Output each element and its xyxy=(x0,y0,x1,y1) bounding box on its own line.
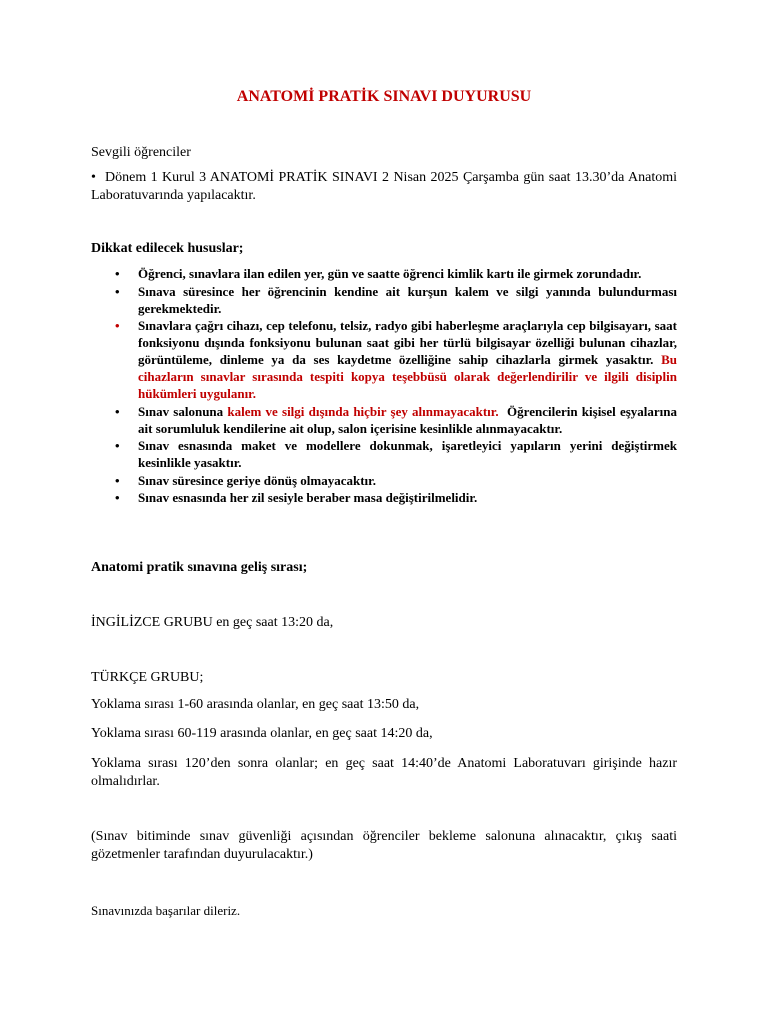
list-item xyxy=(91,317,677,402)
bullet-icon: • xyxy=(115,266,120,281)
list-item xyxy=(91,403,681,437)
rule-text: Sınavlara çağrı cihazı, cep telefonu, telsiz, radyo gibi haberleşme araçlarıyla cep bilgisayarı, saat fonksiyonu dışında fonksiyonu bulunan saat gibi her türlü bilgisayar özelliği bulunan cihazlar, görüntüleme, dinleme ya da ses kaydetme özelliğine sahip cihazlarla girmek yasaktır. xyxy=(138,318,677,367)
list-item xyxy=(91,472,677,489)
rule-warning-text: Bu cihazların sınavlar sırasında tespiti kopya teşebbüsü olarak değerlendirilir ve ilgili disiplin hükümleri uygulanır. xyxy=(138,352,677,401)
bullet-icon: • xyxy=(115,490,120,505)
rule-warning-text: kalem ve silgi dışında hiçbir şey alınmayacaktır. xyxy=(227,403,499,419)
rule-text: Sınav esnasında her zil sesiyle beraber masa değiştirilmelidir. xyxy=(138,490,478,505)
list-item xyxy=(91,489,677,506)
rule-text-after: Öğrencilerin kişisel eşyalarına ait sorumluluk kendilerine ait olup, salon içerisine kesinlikle alınmayacaktır. xyxy=(138,403,681,436)
intro-text: Dönem 1 Kurul 3 ANATOMİ PRATİK SINAVI 2 Nisan 2025 Çarşamba gün saat 13.30’da Anatomi Laboratuvarında yapılacaktır. xyxy=(91,170,677,203)
rule-text: Öğrenci, sınavlara ilan edilen yer, gün ve saatte öğrenci kimlik kartı ile girmek zorundadır. xyxy=(138,266,642,281)
security-note: (Sınav bitiminde sınav güvenliği açısından öğrenciler bekleme salonuna alınacaktır, çıkış saati gözetmenler tarafından duyurulacaktır.) xyxy=(91,829,677,862)
bullet-icon: • xyxy=(115,438,120,453)
bullet-icon: • xyxy=(91,170,96,185)
bullet-icon: • xyxy=(115,283,120,299)
list-item xyxy=(91,437,677,471)
document-title: ANATOMİ PRATİK SINAVI DUYURUSU xyxy=(236,88,532,105)
roll-range-2: Yoklama sırası 60-119 arasında olanlar, en geç saat 14:20 da, xyxy=(91,726,433,741)
bullet-icon: • xyxy=(115,318,120,333)
roll-range-3: Yoklama sırası 120’den sonra olanlar; en geç saat 14:40’de Anatomi Laboratuvarı girişinde hazır olmalıdırlar. xyxy=(91,756,677,789)
bullet-icon: • xyxy=(115,403,120,419)
closing-text: Sınavınızda başarılar dileriz. xyxy=(91,903,241,918)
list-item xyxy=(91,283,677,317)
bullet-icon: • xyxy=(115,472,120,488)
rule-text: Sınava süresince her öğrencinin kendine ait kurşun kalem ve silgi yanında bulundurması gerekmektedir. xyxy=(138,283,677,316)
roll-range-1: Yoklama sırası 1-60 arasında olanlar, en geç saat 13:50 da, xyxy=(91,697,420,712)
english-group-text: İNGİLİZCE GRUBU en geç saat 13:20 da, xyxy=(91,615,334,630)
arrival-heading: Anatomi pratik sınavına geliş sırası; xyxy=(91,560,308,575)
list-item xyxy=(91,265,677,282)
intro-paragraph xyxy=(91,169,677,205)
rules-heading: Dikkat edilecek hususlar; xyxy=(91,241,244,256)
rules-list xyxy=(91,265,681,507)
rule-text: Sınav esnasında maket ve modellere dokunmak, işaretleyici yapıların yerini değiştirmek kesinlikle yasaktır. xyxy=(138,438,677,470)
rule-text: Sınav süresince geriye dönüş olmayacaktır. xyxy=(138,472,376,488)
greeting: Sevgili öğrenciler xyxy=(91,145,191,160)
rule-text: Sınav salonuna xyxy=(138,403,228,419)
turkish-group-heading: TÜRKÇE GRUBU; xyxy=(91,670,204,685)
